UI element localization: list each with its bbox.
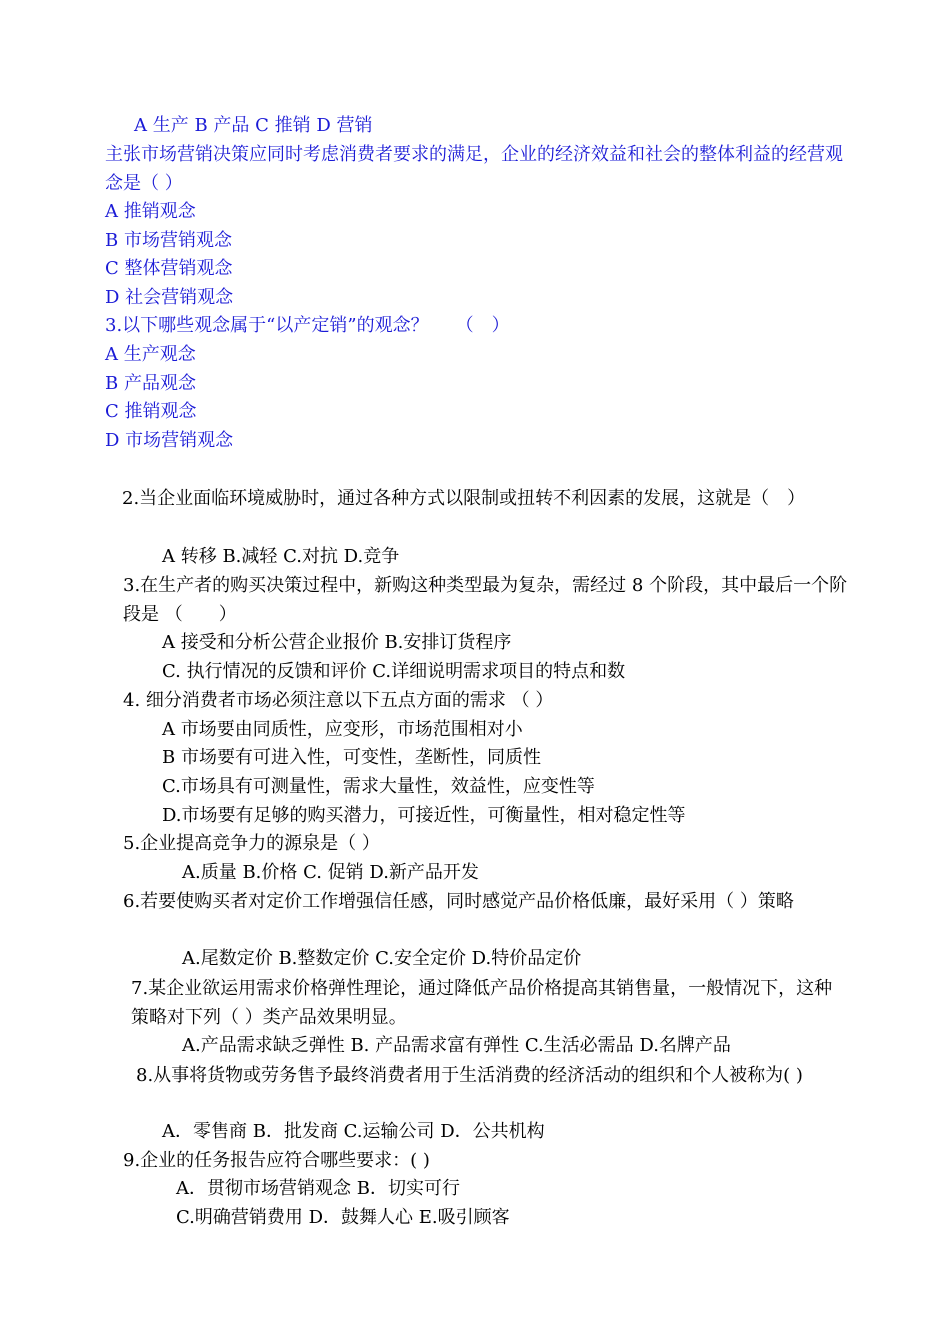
q3-concept-option-c: C 推销观念: [105, 401, 197, 422]
q8-options: A．零售商 B．批发商 C.运输公司 D．公共机构: [162, 1121, 545, 1142]
social-option-b: B 市场营销观念: [105, 230, 232, 251]
social-option-d: D 社会营销观念: [105, 287, 234, 308]
q2-options: A 转移 B.减轻 C.对抗 D.竞争: [162, 546, 400, 567]
q5-options: A.质量 B.价格 C. 促销 D.新产品开发: [182, 862, 479, 883]
q4-option-a: A 市场要由同质性，应变形，市场范围相对小: [162, 719, 523, 740]
social-marketing-question-stem: 主张市场营销决策应同时考虑消费者要求的满足，企业的经济效益和社会的整体利益的经营观念是（ ）: [105, 144, 843, 194]
q3-concept-option-d: D 市场营销观念: [105, 430, 234, 451]
social-option-a: A 推销观念: [105, 201, 196, 222]
q7-elasticity-stem: 7.某企业欲运用需求价格弹性理论，通过降低产品价格提高其销售量，一般情况下，这种策略对下列（ ）类产品效果明显。: [131, 978, 833, 1028]
q3-purchase-options-line2: C. 执行情况的反馈和评价 C.详细说明需求项目的特点和数: [162, 661, 626, 682]
q7-options: A.产品需求缺乏弹性 B. 产品需求富有弹性 C.生活必需品 D.名牌产品: [182, 1035, 731, 1056]
q8-retailer-stem: 8.从事将货物或劳务售予最终消费者用于生活消费的经济活动的组织和个人被称为( ): [136, 1065, 803, 1086]
q4-option-d: D.市场要有足够的购买潜力，可接近性，可衡量性，相对稳定性等: [162, 805, 686, 826]
q6-pricing-stem: 6.若要使购买者对定价工作增强信任感，同时感觉产品价格低廉，最好采用（ ）策略: [123, 891, 794, 912]
q3-concept-option-b: B 产品观念: [105, 373, 196, 394]
q6-options: A.尾数定价 B.整数定价 C.安全定价 D.特价品定价: [182, 948, 582, 969]
q3-concept-stem: 3.以下哪些观念属于“以产定销”的观念？ （ ）: [105, 315, 510, 336]
q4-segmentation-stem: 4. 细分消费者市场必须注意以下五点方面的需求 （ ）: [123, 690, 554, 711]
q9-options-line2: C.明确营销费用 D．鼓舞人心 E.吸引顾客: [176, 1207, 510, 1228]
social-option-c: C 整体营销观念: [105, 258, 233, 279]
q9-options-line1: A．贯彻市场营销观念 B．切实可行: [176, 1178, 460, 1199]
q2-environment-stem: 2.当企业面临环境威胁时，通过各种方式以限制或扭转不利因素的发展，这就是（ ）: [122, 488, 806, 509]
q4-option-c: C.市场具有可测量性，需求大量性，效益性，应变性等: [162, 776, 595, 797]
q4-option-b: B 市场要有可进入性，可变性，垄断性，同质性: [162, 747, 541, 768]
q3-concept-option-a: A 生产观念: [105, 344, 196, 365]
q9-mission-stem: 9.企业的任务报告应符合哪些要求：( ): [123, 1150, 430, 1171]
q5-competitiveness-stem: 5.企业提高竞争力的源泉是（ ）: [123, 833, 380, 854]
prev-question-options: A 生产 B 产品 C 推销 D 营销: [134, 115, 373, 136]
q3-purchase-stem: 3.在生产者的购买决策过程中，新购这种类型最为复杂，需经过 8 个阶段，其中最后一个阶段是 （ ）: [123, 575, 848, 625]
q3-purchase-options-line1: A 接受和分析公营企业报价 B.安排订货程序: [162, 632, 512, 653]
